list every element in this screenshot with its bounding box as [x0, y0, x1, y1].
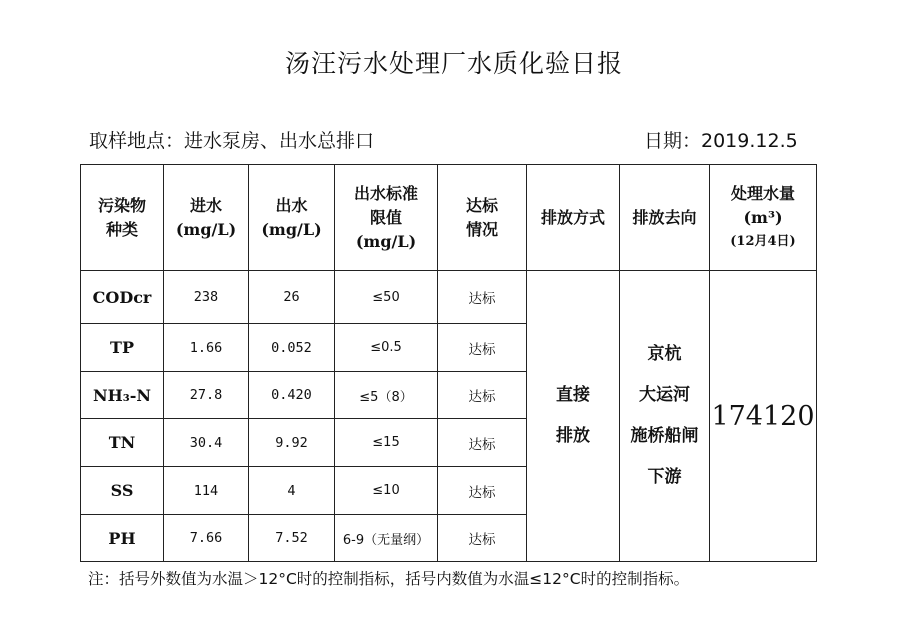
pollutant-name: TP — [81, 324, 164, 372]
influent-value: 1.66 — [164, 324, 249, 372]
header-text: 出水 — [275, 195, 308, 215]
discharge-destination-line: 大运河 — [639, 385, 690, 405]
influent-value: 238 — [164, 271, 249, 324]
influent-value: 7.66 — [164, 515, 249, 562]
compliance-status: 达标 — [438, 372, 527, 419]
limit-value: ≤10 — [335, 467, 438, 515]
pollutant-name: PH — [81, 515, 164, 562]
header-text: 处理水量 — [730, 183, 795, 203]
header-text: (12月4日) — [730, 233, 796, 249]
header-treated-volume — [710, 165, 817, 271]
pollutant-name: NH₃-N — [81, 372, 164, 419]
influent-value: 30.4 — [164, 419, 249, 467]
effluent-value: 4 — [249, 467, 335, 515]
sampling-location: 取样地点：进水泵房、出水总排口 — [89, 130, 375, 152]
pollutant-name: CODcr — [81, 271, 164, 324]
table-row — [81, 271, 817, 324]
effluent-value: 26 — [249, 271, 335, 324]
discharge-destination-line: 施桥船闸 — [630, 426, 699, 446]
header-effluent-limit — [335, 165, 438, 271]
compliance-status: 达标 — [438, 467, 527, 515]
limit-value: ≤5（8） — [335, 372, 438, 419]
header-effluent — [249, 165, 335, 271]
limit-value: 6-9（无量纲） — [335, 515, 438, 562]
pollutant-name: TN — [81, 419, 164, 467]
header-text: 限值 — [369, 207, 402, 227]
header-row — [81, 165, 817, 271]
discharge-method — [527, 271, 620, 562]
header-text: 排放方式 — [540, 207, 605, 227]
discharge-destination-line: 下游 — [647, 467, 682, 487]
header-text: 污染物 — [97, 195, 146, 215]
header-text: 种类 — [105, 219, 138, 239]
discharge-method-line: 直接 — [556, 385, 590, 405]
effluent-value: 7.52 — [249, 515, 335, 562]
pollutant-name: SS — [81, 467, 164, 515]
discharge-destination-line: 京杭 — [647, 344, 682, 364]
effluent-value: 0.052 — [249, 324, 335, 372]
header-text: 达标 — [465, 195, 498, 215]
header-text: 进水 — [189, 195, 222, 215]
header-text: (mg/L) — [175, 219, 237, 239]
treated-volume: 174120 — [710, 271, 817, 562]
header-text: 排放去向 — [632, 207, 697, 227]
influent-value: 27.8 — [164, 372, 249, 419]
header-discharge-method — [527, 165, 620, 271]
report-date: 日期：2019.12.5 — [644, 130, 798, 152]
header-discharge-destination — [620, 165, 710, 271]
header-pollutant-type — [81, 165, 164, 271]
footnote: 注：括号外数值为水温＞12°C时的控制指标，括号内数值为水温≤12°C时的控制指标。 — [88, 570, 690, 588]
water-quality-table — [80, 164, 817, 562]
effluent-value: 0.420 — [249, 372, 335, 419]
header-influent — [164, 165, 249, 271]
header-text: (mg/L) — [355, 231, 417, 251]
header-text: 情况 — [465, 219, 498, 239]
compliance-status: 达标 — [438, 419, 527, 467]
limit-value: ≤15 — [335, 419, 438, 467]
compliance-status: 达标 — [438, 515, 527, 562]
header-text: (mg/L) — [261, 219, 322, 239]
discharge-destination — [620, 271, 710, 562]
effluent-value: 9.92 — [249, 419, 335, 467]
header-compliance — [438, 165, 527, 271]
header-text: (m³) — [743, 207, 783, 227]
header-text: 出水标准 — [353, 183, 418, 203]
report-title: 汤汪污水处理厂水质化验日报 — [284, 49, 623, 78]
limit-value: ≤0.5 — [335, 324, 438, 372]
compliance-status: 达标 — [438, 271, 527, 324]
limit-value: ≤50 — [335, 271, 438, 324]
discharge-method-line: 排放 — [556, 426, 590, 446]
compliance-status: 达标 — [438, 324, 527, 372]
influent-value: 114 — [164, 467, 249, 515]
